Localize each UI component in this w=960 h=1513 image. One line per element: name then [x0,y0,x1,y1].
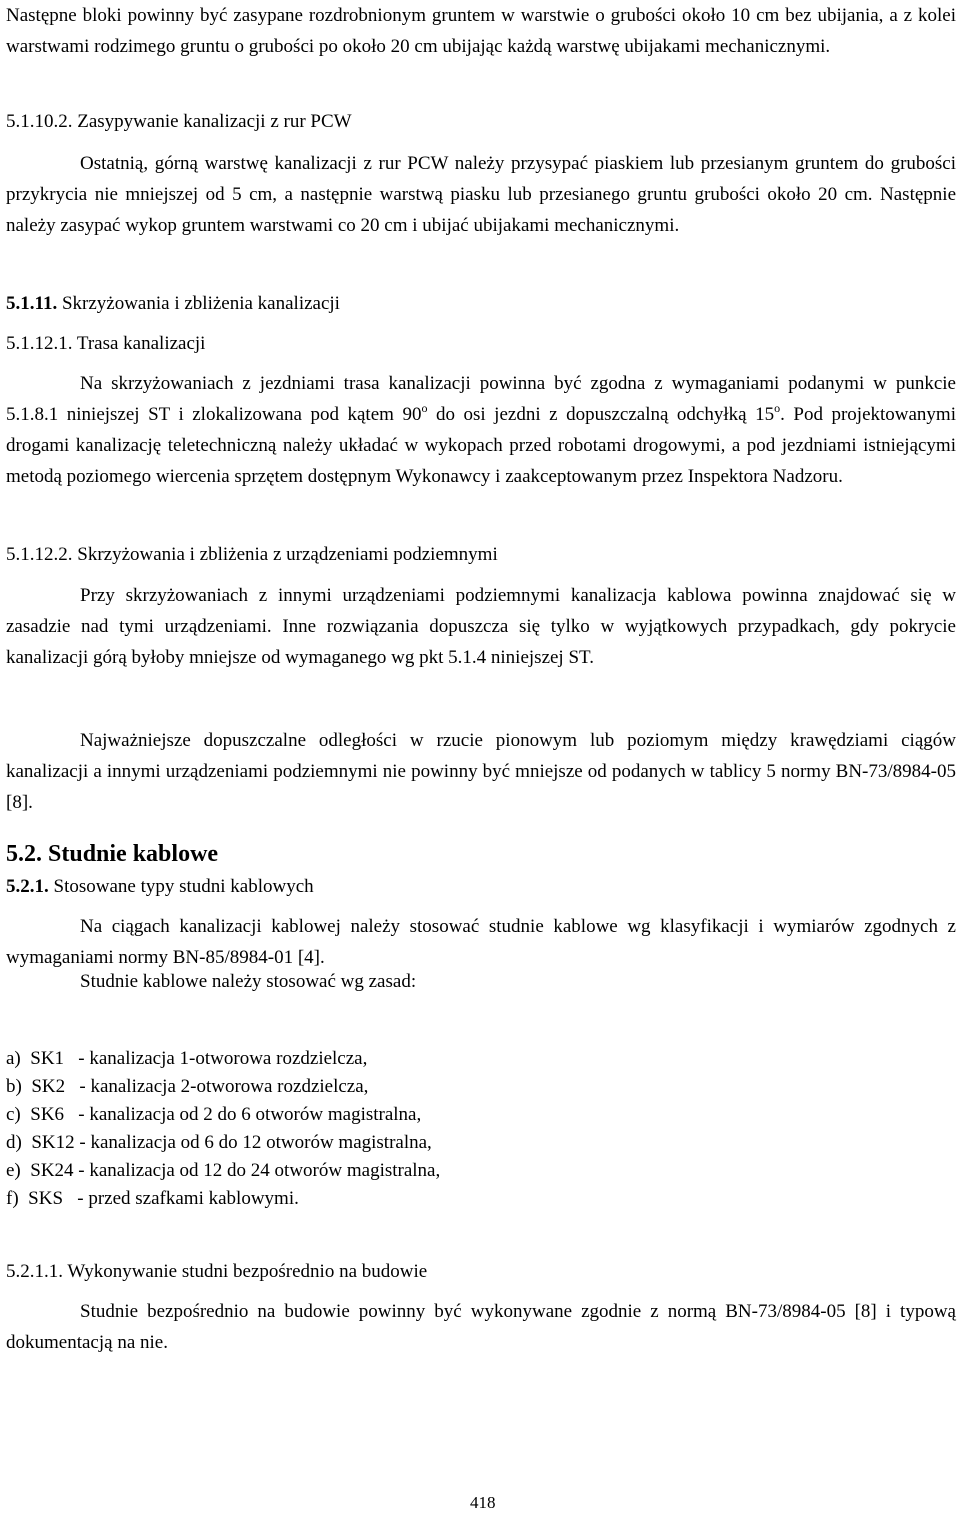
studnie-list [6,1045,956,1213]
heading-5-1-12-2: 5.1.12.2. Skrzyżowania i zbliżenia z urządzeniami podziemnymi [6,544,498,565]
paragraph-5-2-1-a: Na ciągach kanalizacji kablowej należy stosować studnie kablowe wg klasyfikacji i wymiarów zgodnych z wymaganiami normy BN-85/8984-01 [4]. [6,916,956,968]
list-item: a) SK1 - kanalizacja 1-otworowa rozdzielcza, [6,1048,368,1069]
heading-title: Stosowane typy studni kablowych [53,876,314,897]
heading-5-1-12-1: 5.1.12.1. Trasa kanalizacji [6,333,206,354]
list-item: b) SK2 - kanalizacja 2-otworowa rozdzielcza, [6,1076,369,1097]
heading-number: 5.1.11. [6,293,58,314]
degree-superscript: o [774,401,781,415]
paragraph-5-2-1-1: Studnie bezpośrednio na budowie powinny być wykonywane zgodnie z normą BN-73/8984-05 [8] i typową dokumentacją na nie. [6,1301,956,1353]
heading-5-1-11 [6,290,956,318]
paragraph-5-1-12-2-a: Przy skrzyżowaniach z innymi urządzeniami podziemnymi kanalizacja kablowa powinna znajdować się w zasadzie nad tymi urządzeniami. Inne rozwiązania dopuszcza się tylko w wyjątkowych przypadkach, gdy pokrycie kanalizacji górą byłoby mniejsze od wymaganego wg pkt 5.1.4 niniejszej ST. [6,585,956,668]
paragraph-5-2-1-b: Studnie kablowe należy stosować wg zasad: [80,971,417,992]
heading-5-2-1 [6,873,956,901]
heading-number: 5.2.1. [6,876,49,897]
paragraph-intro: Następne bloki powinny być zasypane rozdrobnionym gruntem w warstwie o grubości około 10 cm bez ubijania, a z kolei warstwami rodzimego gruntu o grubości po około 20 cm ubijając każdą warstwę ubijakami mechanicznymi. [6,5,956,57]
paragraph-5-1-12-1: Na skrzyżowaniach z jezdniami trasa kanalizacji powinna być zgodna z wymaganiami podanymi w punkcie 5.1.8.1 niniejszej ST i zlokalizowana pod kątem 90$^o$ do osi jezdni z dopuszczalną odchyłką 15$^o$. Pod projektowanymi drogami kanalizację teletechniczną należy układać w wykopach przed robotami drogowymi, a pod jezdniami istniejącymi metodą poziomego wiercenia sprzętem dostępnym Wykonawcy i zaakceptowanym przez Inspektora Nadzoru. [6,373,956,487]
degree-superscript: o [421,401,428,415]
heading-title: Skrzyżowania i zbliżenia kanalizacji [61,293,340,314]
heading-5-2: 5.2. Studnie kablowe [6,841,219,867]
paragraph-5-1-10-2: Ostatnią, górną warstwę kanalizacji z rur PCW należy przysypać piaskiem lub przesianym gruntem do grubości przykrycia nie mniejszej od 5 cm, a następnie warstwą piasku lub przesianego gruntu grubości około 20 cm. Następnie należy zasypać wykop gruntem warstwami co 20 cm i ubijać ubijakami mechanicznymi. [6,153,956,236]
list-item: c) SK6 - kanalizacja od 2 do 6 otworów magistralna, [6,1104,422,1125]
heading-5-2-1-1: 5.2.1.1. Wykonywanie studni bezpośrednio na budowie [6,1261,428,1282]
list-item: f) SKS - przed szafkami kablowymi. [6,1188,299,1209]
list-item: d) SK12 - kanalizacja od 6 do 12 otworów magistralna, [6,1132,432,1153]
page-number: 418 [470,1493,496,1512]
list-item: e) SK24 - kanalizacja od 12 do 24 otworów magistralna, [6,1160,441,1181]
paragraph-5-1-12-2-b: Najważniejsze dopuszczalne odległości w rzucie pionowym lub poziomym między krawędziami ciągów kanalizacji a innymi urządzeniami podziemnymi nie powinny być mniejsze od podanych w tablicy 5 normy BN-73/8984-05 [8]. [6,730,956,813]
heading-5-1-10-2: 5.1.10.2. Zasypywanie kanalizacji z rur PCW [6,111,352,132]
